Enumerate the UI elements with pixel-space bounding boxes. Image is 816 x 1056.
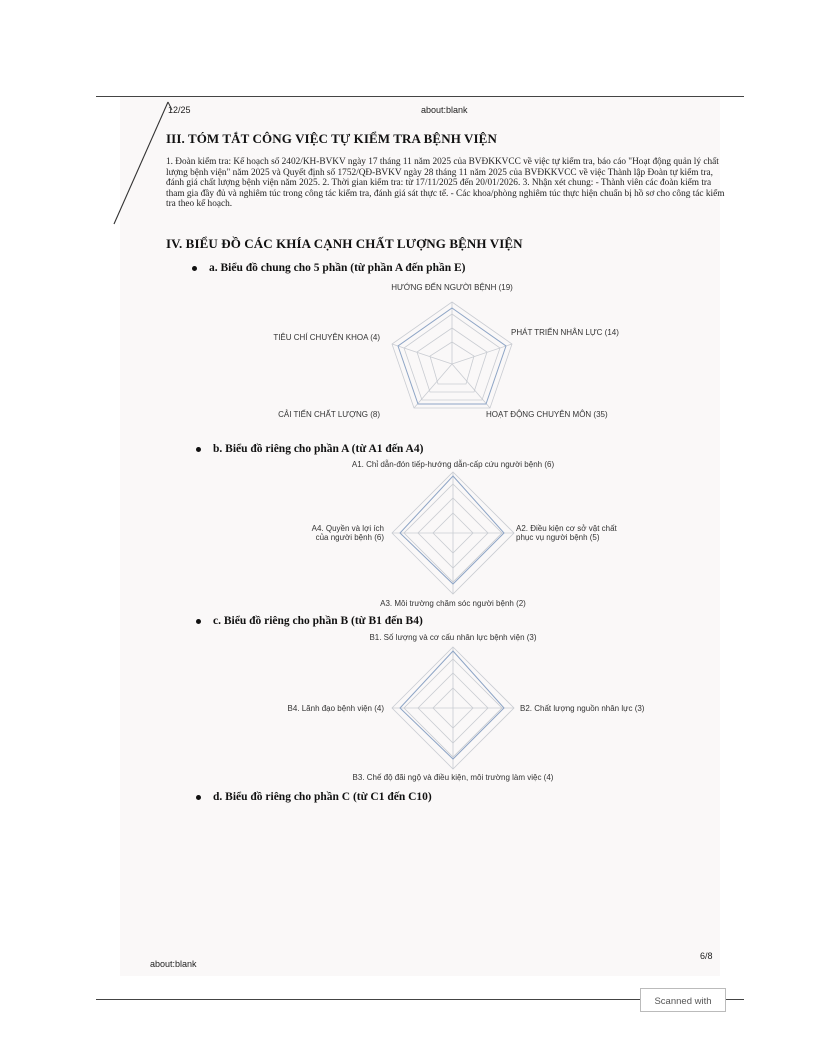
chart-a-axis-4: CẢI TIẾN CHẤT LƯỢNG (8)	[278, 410, 380, 419]
chart-b-axis-2: A2. Điều kiện cơ sở vật chất phục vụ người bệnh (5)	[516, 524, 617, 542]
chart-c-axis-1: B1. Số lượng và cơ cấu nhân lực bệnh viện (3)	[369, 633, 537, 642]
footer-url: about:blank	[150, 959, 197, 969]
bullet-dot-icon	[196, 795, 201, 800]
scanned-with-watermark: Scanned with	[640, 988, 726, 1012]
chart-a-axis-3: HOẠT ĐỘNG CHUYÊN MÔN (35)	[486, 410, 608, 419]
chart-b-axis-3: A3. Môi trường chăm sóc người bệnh (2)	[380, 599, 526, 608]
page-top-rule	[96, 96, 744, 97]
section-4-title: IV. BIỂU ĐỒ CÁC KHÍA CẠNH CHẤT LƯỢNG BỆNH VIỆN	[166, 236, 523, 251]
bullet-dot-icon	[196, 619, 201, 624]
radar-chart-c	[386, 641, 520, 775]
header-url: about:blank	[421, 105, 468, 115]
chart-a-axis-5: TIÊU CHÍ CHUYÊN KHOA (4)	[273, 333, 380, 342]
radar-chart-a	[384, 294, 520, 420]
chart-a-axis-1: HƯỚNG ĐẾN NGƯỜI BỆNH (19)	[391, 283, 513, 292]
chart-c-heading: c. Biểu đồ riêng cho phần B (từ B1 đến B4)	[196, 615, 423, 627]
section-3-body: 1. Đoàn kiểm tra: Kế hoạch số 2402/KH-BVKV ngày 17 tháng 11 năm 2025 của BVĐKKVCC về việc tự kiểm tra, báo cáo "Hoạt động quản lý chất lượng bệnh viện" năm 2025 và Quyết định số 1752/QĐ-BVKV ngày 28 tháng 11 năm 2025 của BVĐKKVCC về việc Thành lập Đoàn tự kiểm tra, đánh giá chất lượng bệnh viện năm 2025. 2. Thời gian kiểm tra: từ 17/11/2025 đến 20/01/2026. 3. Nhận xét chung: - Thành viên các đoàn kiểm tra tham gia đầy đủ và nghiêm túc trong công tác kiểm tra, đánh giá sát thực tế. - Các khoa/phòng nghiêm túc thực hiện chuẩn bị hồ sơ cho công tác kiểm tra theo kế hoạch.	[166, 157, 725, 210]
chart-b-axis-1: A1. Chỉ dẫn-đón tiếp-hướng dẫn-cấp cứu người bệnh (6)	[351, 460, 555, 469]
bullet-dot-icon	[196, 447, 201, 452]
chart-c-axis-3: B3. Chế độ đãi ngộ và điều kiện, môi trường làm việc (4)	[352, 773, 554, 782]
section-3-title: III. TÓM TẮT CÔNG VIỆC TỰ KIỂM TRA BỆNH VIỆN	[166, 131, 497, 146]
chart-b-axis-4: A4. Quyền và lợi ích của người bệnh (6)	[311, 524, 384, 542]
chart-c-axis-2: B2. Chất lượng nguồn nhân lực (3)	[520, 704, 645, 713]
chart-d-heading: d. Biểu đồ riêng cho phần C (từ C1 đến C10)	[196, 791, 432, 803]
chart-a-axis-2: PHÁT TRIỂN NHÂN LỰC (14)	[511, 328, 619, 337]
chart-b-heading: b. Biểu đồ riêng cho phần A (từ A1 đến A4)	[196, 443, 423, 455]
chart-a-heading: a. Biểu đồ chung cho 5 phần (từ phần A đến phần E)	[192, 262, 465, 274]
header-date: 12/25	[168, 105, 191, 115]
chart-c-axis-4: B4. Lãnh đạo bệnh viện (4)	[287, 704, 384, 713]
bullet-dot-icon	[192, 266, 197, 271]
footer-page-number: 6/8	[700, 951, 713, 961]
radar-chart-b	[386, 466, 520, 600]
